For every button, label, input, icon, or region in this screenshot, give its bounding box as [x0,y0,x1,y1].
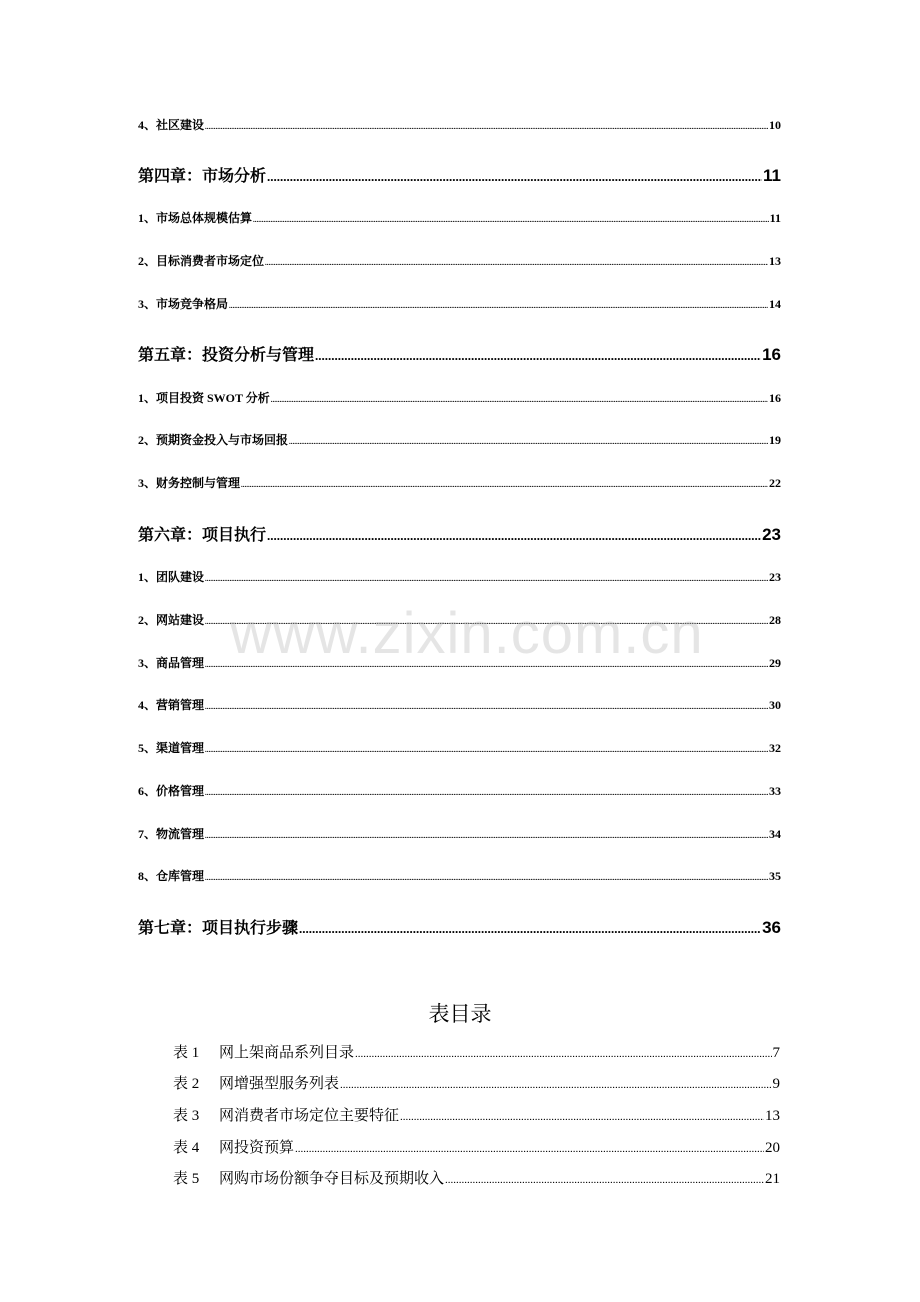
toc-entry-page: 34 [769,827,781,841]
dot-leader [265,255,768,271]
dot-leader [205,614,768,630]
table-list-title: 表目录 [428,1002,492,1026]
toc-entry-label: 4、营销管理 [138,698,205,712]
toc-entry-label: 3、商品管理 [138,656,205,670]
toc-chapter-entry[interactable] [138,166,781,186]
toc-entry[interactable] [138,655,781,671]
toc-chapter-label: 第七章：项目执行步骤 [138,920,299,937]
toc-chapter-label: 第五章：投资分析与管理 [138,347,315,364]
toc-entry[interactable] [138,296,781,312]
toc-chapter-page: 16 [762,345,781,364]
table-page: 20 [765,1140,780,1156]
table-label: 网消费者市场定位主要特征 [219,1108,400,1124]
toc-entry[interactable] [138,826,781,842]
toc-chapter-entry[interactable] [138,345,781,365]
toc-chapter-entry[interactable] [138,525,781,545]
dot-leader [355,1044,771,1064]
table-page: 13 [765,1108,780,1124]
dot-leader [205,870,768,886]
toc-entry[interactable] [138,432,781,448]
toc-entry[interactable] [138,390,781,406]
table-number: 表 3 [173,1108,200,1124]
toc-entry-page: 16 [769,391,781,405]
dot-leader [205,657,768,673]
dot-leader [241,477,768,493]
toc-entry-label: 2、目标消费者市场定位 [138,254,265,268]
dot-leader [205,742,768,758]
table-label: 网购市场份额争夺目标及预期收入 [219,1171,445,1187]
dot-leader [267,167,762,187]
table-label: 网上架商品系列目录 [219,1045,355,1061]
toc-entry[interactable] [138,569,781,585]
toc-entry[interactable] [138,253,781,269]
dot-leader [229,298,768,314]
toc-entry-label: 2、网站建设 [138,613,205,627]
toc-entry-label: 3、市场竞争格局 [138,297,229,311]
toc-entry-label: 1、项目投资 SWOT 分析 [138,391,270,405]
toc-chapter-page: 23 [762,525,781,544]
dot-leader [253,212,769,228]
toc-entry[interactable] [138,117,781,133]
dot-leader [205,785,768,801]
dot-leader [299,919,761,939]
dot-leader [400,1107,764,1127]
toc-entry-page: 35 [769,869,781,883]
toc-entry-label: 4、社区建设 [138,118,205,132]
toc-chapter-page: 36 [762,918,781,937]
toc-entry[interactable] [138,868,781,884]
toc-entry-page: 28 [769,613,781,627]
table-page: 9 [772,1076,780,1092]
toc-entry-label: 1、团队建设 [138,570,205,584]
dot-leader [315,346,761,366]
table-label: 网增强型服务列表 [219,1076,340,1092]
table-page: 7 [772,1045,780,1061]
dot-leader [267,526,761,546]
toc-entry-page: 19 [769,433,781,447]
toc-entry-label: 5、渠道管理 [138,741,205,755]
table-list-entry[interactable] [173,1169,780,1189]
toc-entry-label: 3、财务控制与管理 [138,476,241,490]
table-label: 网投资预算 [219,1140,295,1156]
toc-entry-page: 11 [769,211,781,225]
dot-leader [289,434,768,450]
toc-entry-page: 14 [769,297,781,311]
toc-entry-page: 30 [769,698,781,712]
toc-entry-page: 23 [769,570,781,584]
table-list-entry[interactable] [173,1106,780,1126]
toc-chapter-page: 11 [763,166,781,185]
toc-entry-page: 33 [769,784,781,798]
toc-entry[interactable] [138,475,781,491]
table-list-entry[interactable] [173,1043,780,1063]
toc-entry-label: 7、物流管理 [138,827,205,841]
toc-entry-label: 1、市场总体规模估算 [138,211,253,225]
toc-entry[interactable] [138,783,781,799]
table-page: 21 [765,1171,780,1187]
table-number: 表 2 [173,1076,200,1092]
dot-leader [205,828,768,844]
dot-leader [295,1139,764,1159]
table-list-entry[interactable] [173,1074,780,1094]
dot-leader [271,392,768,408]
dot-leader [340,1075,771,1095]
toc-chapter-label: 第四章：市场分析 [138,168,267,185]
toc-entry-label: 6、价格管理 [138,784,205,798]
toc-entry-page: 29 [769,656,781,670]
toc-chapter-label: 第六章：项目执行 [138,527,267,544]
toc-entry-page: 32 [769,741,781,755]
dot-leader [205,571,768,587]
toc-entry-label: 8、仓库管理 [138,869,205,883]
toc-entry[interactable] [138,612,781,628]
toc-entry[interactable] [138,740,781,756]
table-list-entry[interactable] [173,1138,780,1158]
toc-entry-page: 13 [769,254,781,268]
dot-leader [205,699,768,715]
table-number: 表 4 [173,1140,200,1156]
toc-entry-page: 22 [769,476,781,490]
dot-leader [445,1170,764,1190]
toc-entry[interactable] [138,210,781,226]
toc-entry[interactable] [138,697,781,713]
table-number: 表 1 [173,1045,200,1061]
table-number: 表 5 [173,1171,200,1187]
toc-chapter-entry[interactable] [138,918,781,938]
toc-entry-label: 2、预期资金投入与市场回报 [138,433,289,447]
dot-leader [205,119,768,135]
toc-entry-page: 10 [769,118,781,132]
watermark: www.zixin.com.cn [230,601,704,666]
